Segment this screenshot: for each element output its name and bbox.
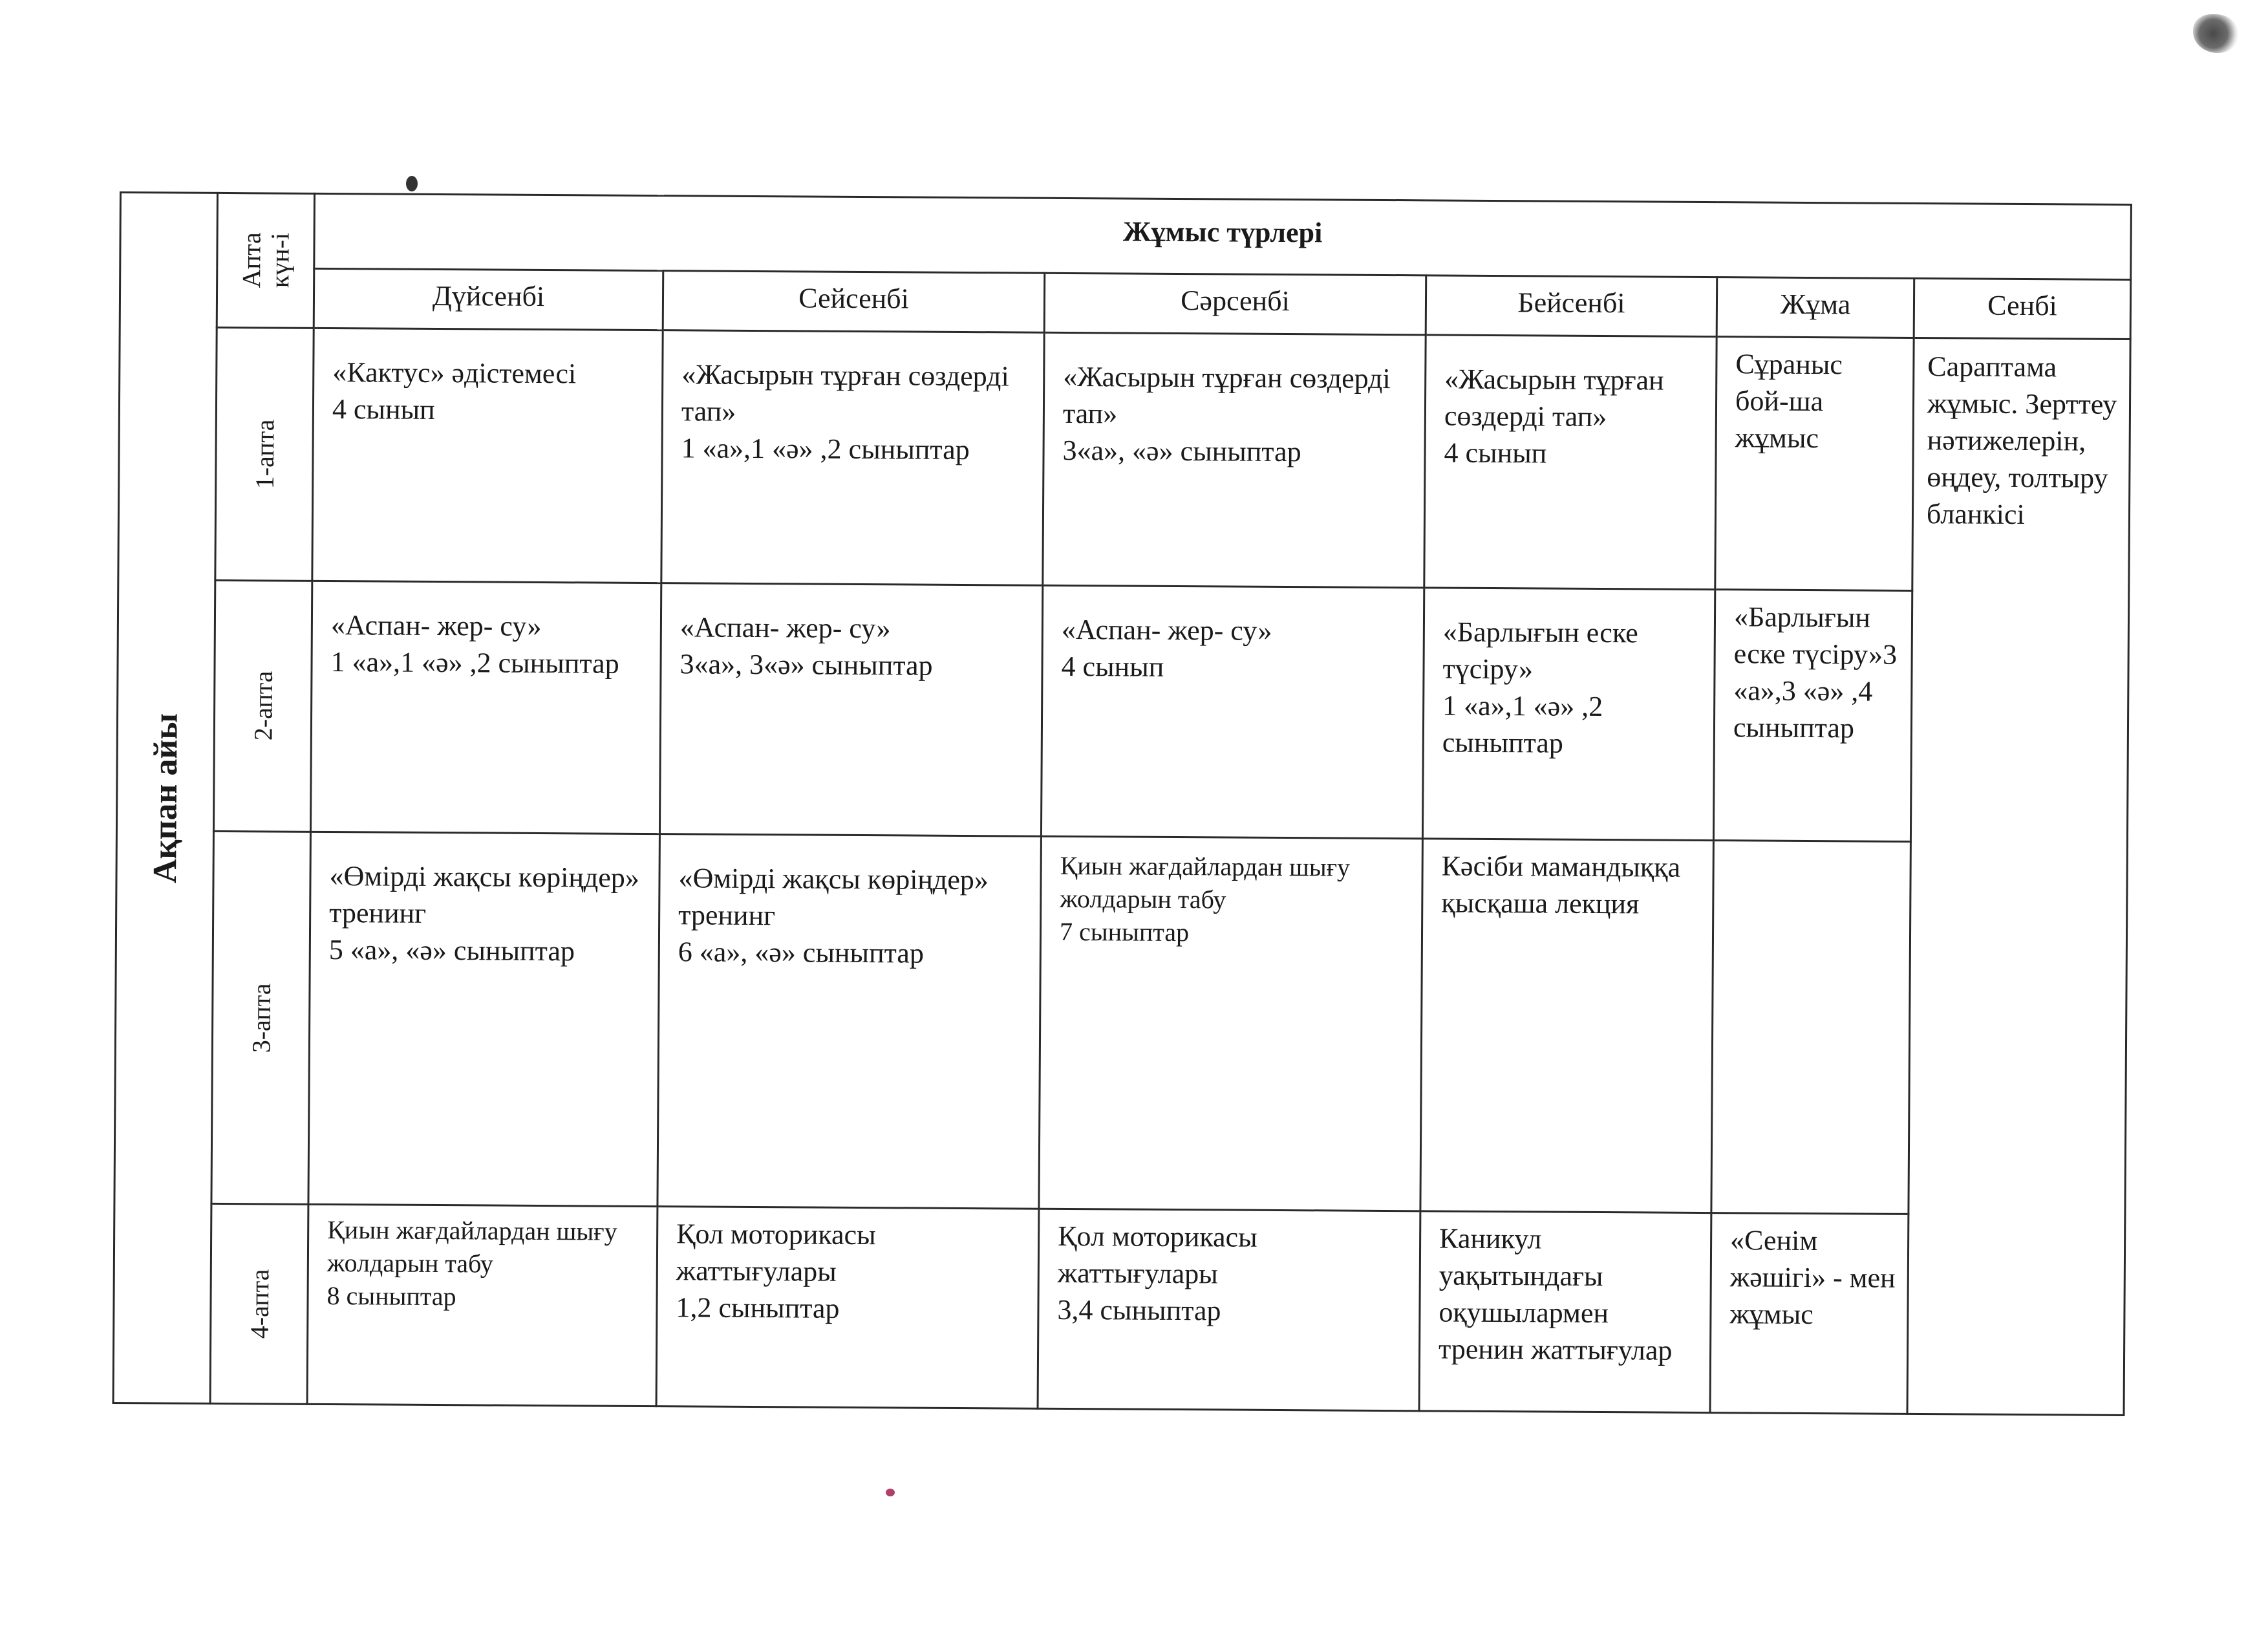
schedule-cell: «Өмірді жақсы көріңдер» тренинг 5 «а», «ә» сыныптар: [308, 832, 660, 1207]
schedule-cell: «Сенім жәшігі» - мен жұмыс: [1710, 1213, 1909, 1414]
schedule-cell: Каникул уақытындағы оқушылармен тренин жаттығулар: [1419, 1211, 1711, 1412]
day-header-wednesday: Сәрсенбі: [1044, 273, 1426, 334]
ink-dot: [886, 1489, 895, 1496]
month-cell: [113, 193, 217, 1404]
week-label-cell: [215, 327, 314, 581]
schedule-cell: «Өмірді жақсы көріңдер» тренинг 6 «а», «ә» сыныптар: [658, 834, 1042, 1209]
schedule-cell: «Жасырын тұрған сөздерді тап» 3«а», «ә» сыныптар: [1043, 332, 1426, 587]
week-label-cell: [213, 580, 312, 832]
saturday-cell: Сараптама жұмыс. Зерттеу нәтижелерін, өңдеу, толтыру бланкісі: [1907, 338, 2130, 1415]
week-row: [116, 579, 2128, 843]
schedule-sheet: [112, 191, 2130, 1416]
week-row: [113, 1203, 2125, 1416]
schedule-cell: Сұраныс бой-ша жұмыс: [1715, 336, 1914, 590]
schedule-cell: «Барлығын еске түсіру» 1 «а»,1 «ә» ,2 сыныптар: [1422, 587, 1715, 841]
day-header-thursday: Бейсенбі: [1426, 275, 1717, 336]
day-header-monday: Дүйсенбі: [314, 269, 663, 330]
week-label: 2-апта: [248, 671, 278, 741]
schedule-cell: «Аспан- жер- су» 3«а», 3«ә» сыныптар: [659, 583, 1042, 836]
ink-smudge: [2193, 14, 2238, 53]
week-day-header-cell: [217, 193, 314, 328]
week-label: 1-апта: [250, 419, 279, 490]
schedule-cell: [1711, 841, 1911, 1214]
schedule-cell: Қиын жағдайлардан шығу жолдарын табу 7 сыныптар: [1039, 837, 1423, 1212]
schedule-table: [112, 191, 2132, 1416]
schedule-cell: «Кактус» әдістемесі 4 сынып: [312, 328, 663, 583]
ink-dot: [406, 176, 418, 191]
schedule-cell: «Барлығын еске түсіру»3 «а»,3 «ә» ,4 сыныптар: [1713, 589, 1912, 842]
week-day-header: Апта күн-і: [236, 232, 295, 288]
week-label: 4-апта: [244, 1269, 274, 1339]
schedule-cell: «Жасырын тұрған сөздерді тап» 1 «а»,1 «ә» ,2 сыныптар: [661, 330, 1044, 585]
day-header-saturday: Сенбі: [1914, 279, 2131, 339]
work-types-title: Жұмыс түрлері: [1122, 215, 1323, 249]
schedule-cell: «Аспан- жер- су» 1 «а»,1 «ә» ,2 сыныптар: [310, 581, 661, 834]
week-label-cell: [210, 1204, 308, 1405]
work-types-title-cell: [314, 193, 2132, 279]
week-row: [114, 831, 2127, 1216]
week-label: 3-апта: [246, 983, 276, 1053]
week-row: [118, 327, 2130, 592]
schedule-cell: «Жасырын тұрған сөздерді тап» 4 сынып: [1424, 335, 1717, 590]
week-label-cell: [211, 832, 311, 1205]
schedule-cell: Қиын жағдайлардан шығу жолдарын табу 8 сыныптар: [307, 1205, 658, 1406]
day-header-friday: Жұма: [1717, 277, 1914, 338]
schedule-cell: Қол моторикасы жаттығулары 1,2 сыныптар: [656, 1207, 1039, 1408]
day-header-tuesday: Сейсенбі: [663, 271, 1045, 332]
schedule-cell: Кәсіби мамандыққа қысқаша лекция: [1420, 839, 1714, 1213]
schedule-cell: «Аспан- жер- су» 4 сынып: [1041, 585, 1424, 839]
schedule-cell: Қол моторикасы жаттығулары 3,4 сыныптар: [1038, 1209, 1420, 1411]
month-label: Ақпан айы: [146, 713, 185, 883]
